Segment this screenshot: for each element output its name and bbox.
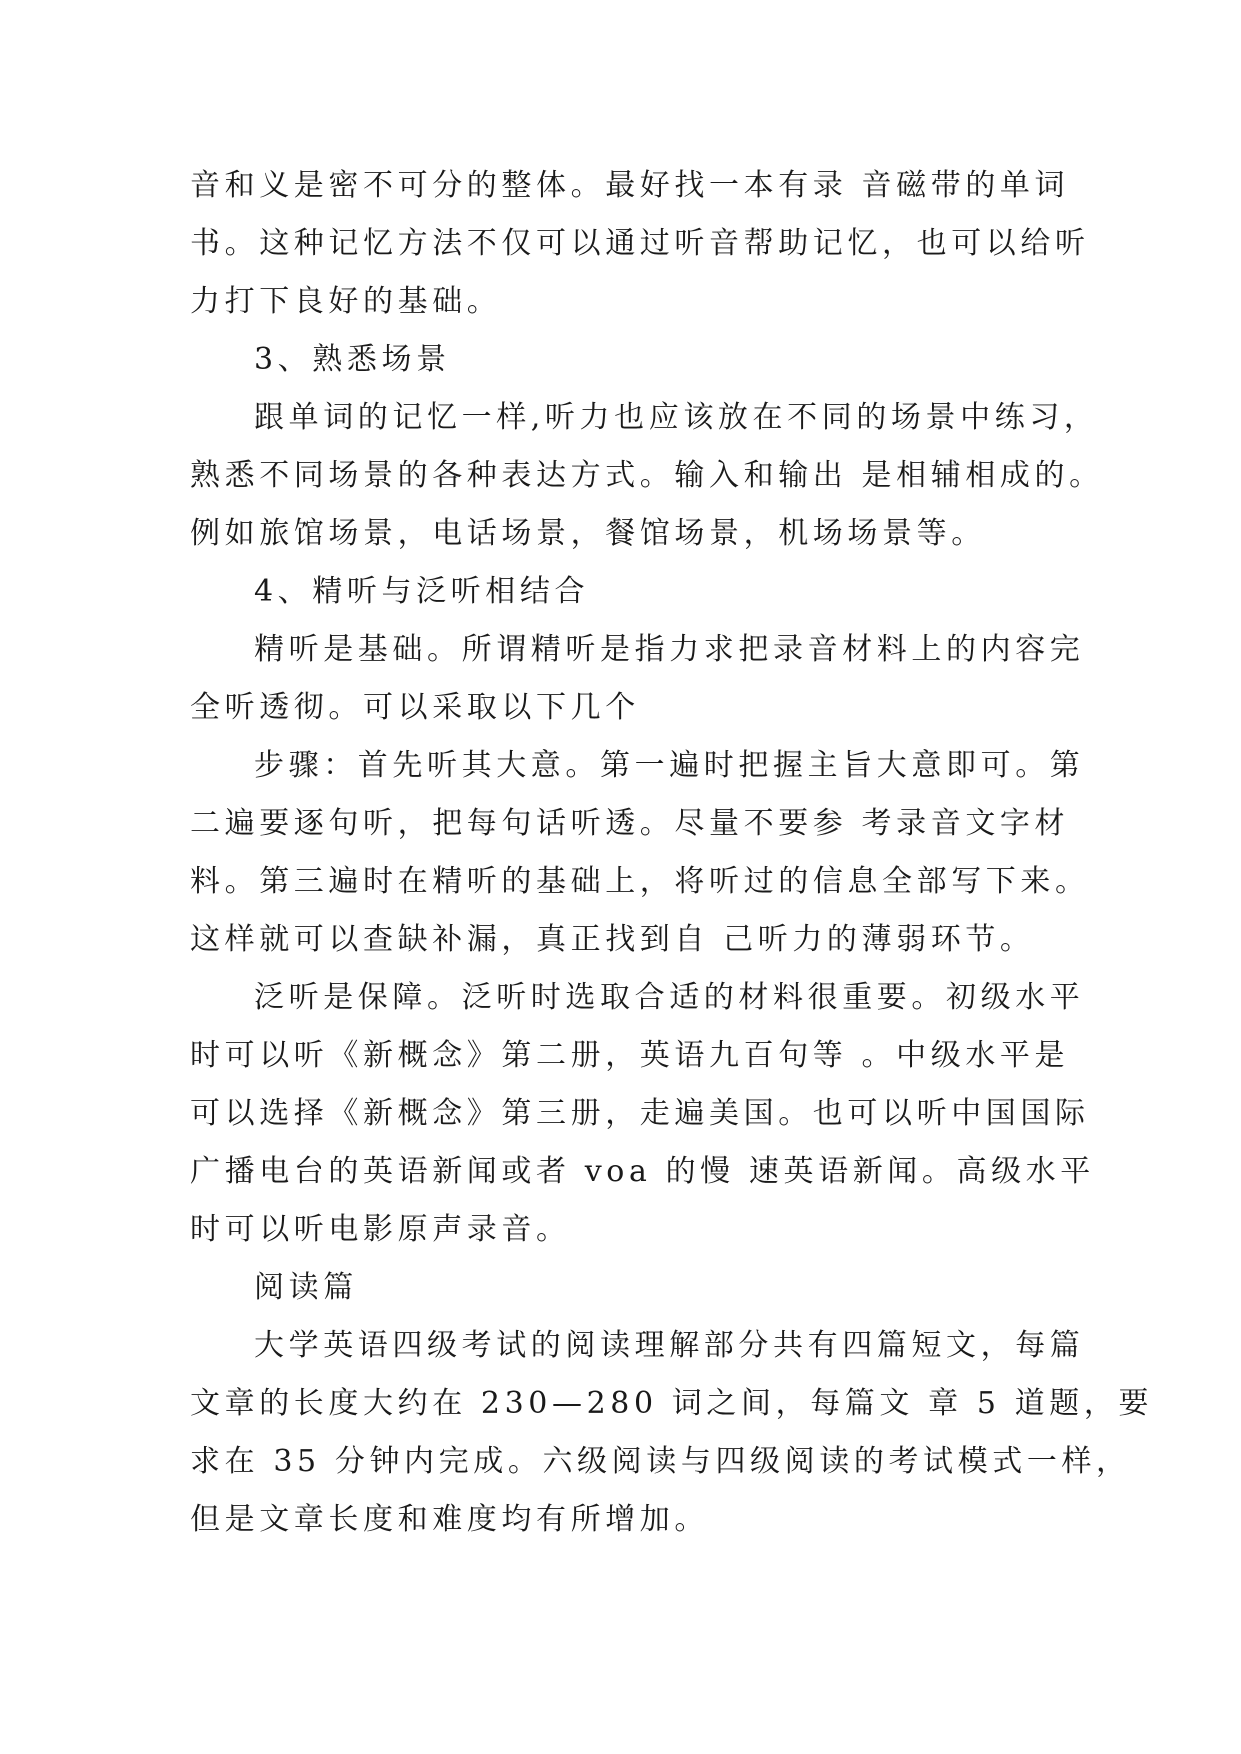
text-line: 熟悉不同场景的各种表达方式。输入和输出 是相辅相成的。 — [190, 458, 1104, 493]
text-line: 时可以听电影原声录音。 — [190, 1212, 571, 1247]
text-line: 音和义是密不可分的整体。最好找一本有录 音磁带的单词 — [190, 168, 1070, 203]
text-line: 3、熟悉场景 — [254, 342, 451, 377]
text-line: 可以选择《新概念》第三册，走遍美国。也可以听中国国际 — [190, 1096, 1090, 1131]
text-line: 步骤：首先听其大意。第一遍时把握主旨大意即可。第 — [254, 748, 1085, 783]
body-text — [190, 157, 1154, 1549]
text-line: 这样就可以查缺补漏，真正找到自 己听力的薄弱环节。 — [190, 922, 1035, 957]
text-line: 文章的长度大约在 230—280 词之间，每篇文 章 5 道题，要 — [190, 1386, 1154, 1421]
text-line: 书。这种记忆方法不仅可以通过听音帮助记忆，也可以给听 — [190, 226, 1090, 261]
text-line: 跟单词的记忆一样,听力也应该放在不同的场景中练习， — [254, 400, 1099, 435]
text-line: 广播电台的英语新闻或者 voa 的慢 速英语新闻。高级水平 — [190, 1154, 1095, 1189]
text-line: 4、精听与泛听相结合 — [254, 574, 590, 609]
text-line: 泛听是保障。泛听时选取合适的材料很重要。初级水平 — [254, 980, 1085, 1015]
text-line: 例如旅馆场景，电话场景，餐馆场景，机场场景等。 — [190, 516, 986, 551]
text-line: 料。第三遍时在精听的基础上，将听过的信息全部写下来。 — [190, 864, 1090, 899]
text-line: 大学英语四级考试的阅读理解部分共有四篇短文，每篇 — [254, 1328, 1085, 1363]
text-line: 求在 35 分钟内完成。六级阅读与四级阅读的考试模式一样， — [190, 1444, 1131, 1479]
text-line: 二遍要逐句听，把每句话听透。尽量不要参 考录音文字材 — [190, 806, 1070, 841]
text-line: 但是文章长度和难度均有所增加。 — [190, 1502, 709, 1537]
text-line: 全听透彻。可以采取以下几个 — [190, 690, 640, 725]
text-line: 阅读篇 — [254, 1270, 358, 1305]
text-line: 时可以听《新概念》第二册，英语九百句等 。中级水平是 — [190, 1038, 1070, 1073]
text-line: 力打下良好的基础。 — [190, 284, 502, 319]
text-line: 精听是基础。所谓精听是指力求把录音材料上的内容完 — [254, 632, 1085, 667]
